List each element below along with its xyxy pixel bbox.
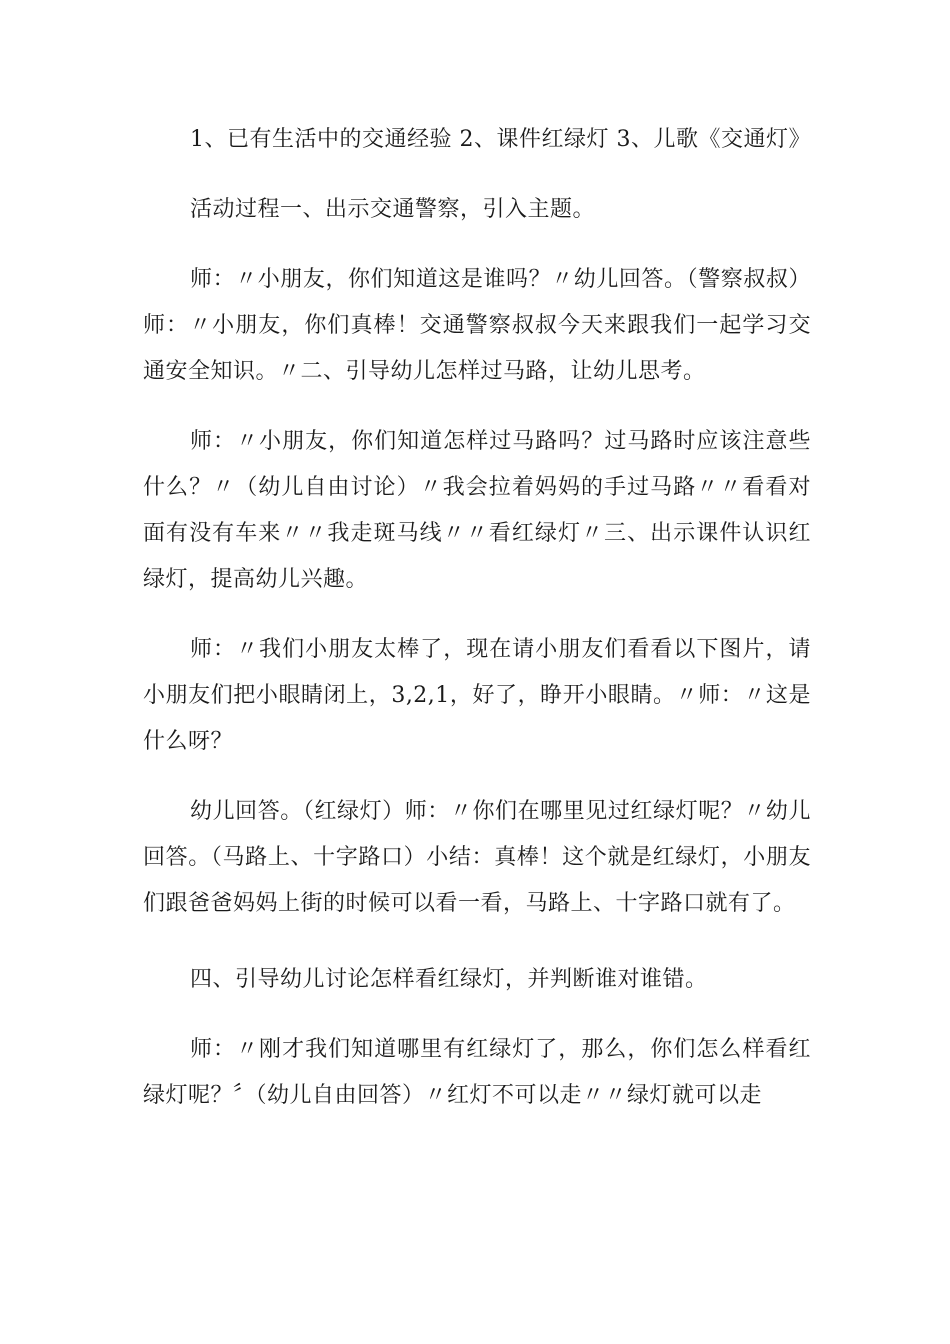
paragraph-activity-step-1: 活动过程一、出示交通警察，引入主题。 — [190, 197, 596, 222]
paragraph-materials: 1、已有生活中的交通经验 2、课件红绿灯 3、儿歌《交通灯》 — [190, 127, 811, 152]
paragraph-traffic-light-answer: 幼儿回答。（红绿灯）师：〃你们在哪里见过红绿灯呢？〃幼儿回答。（马路上、十字路口）小结：真棒！这个就是红绿灯，小朋友们跟爸爸妈妈上街的时候可以看一看，马路上、十字路口就有了。 — [143, 799, 811, 916]
paragraph-how-to-read-lights: 师：〃刚才我们知道哪里有红绿灯了，那么，你们怎么样看红绿灯呢？〞（幼儿自由回答）〃红灯不可以走〃〃绿灯就可以走 — [143, 1037, 811, 1108]
document-body — [143, 117, 811, 1119]
paragraph-step-4: 四、引导幼儿讨论怎样看红绿灯，并判断谁对谁错。 — [190, 967, 708, 992]
paragraph-show-pictures: 师：〃我们小朋友太棒了，现在请小朋友们看看以下图片，请小朋友们把小眼睛闭上，3,2,1，好了，睁开小眼睛。〃师：〃这是什么呀？ — [143, 637, 811, 754]
paragraph-crossing-road: 师：〃小朋友，你们知道怎样过马路吗？过马路时应该注意些什么？〃（幼儿自由讨论）〃我会拉着妈妈的手过马路〃〃看看对面有没有车来〃〃我走斑马线〃〃看红绿灯〃三、出示课件认识红绿灯，提高幼儿兴趣。 — [143, 429, 811, 592]
paragraph-teacher-intro: 师：〃小朋友，你们知道这是谁吗？〃幼儿回答。（警察叔叔）师：〃小朋友，你们真棒！交通警察叔叔今天来跟我们一起学习交通安全知识。〃二、引导幼儿怎样过马路，让幼儿思考。 — [143, 267, 811, 384]
